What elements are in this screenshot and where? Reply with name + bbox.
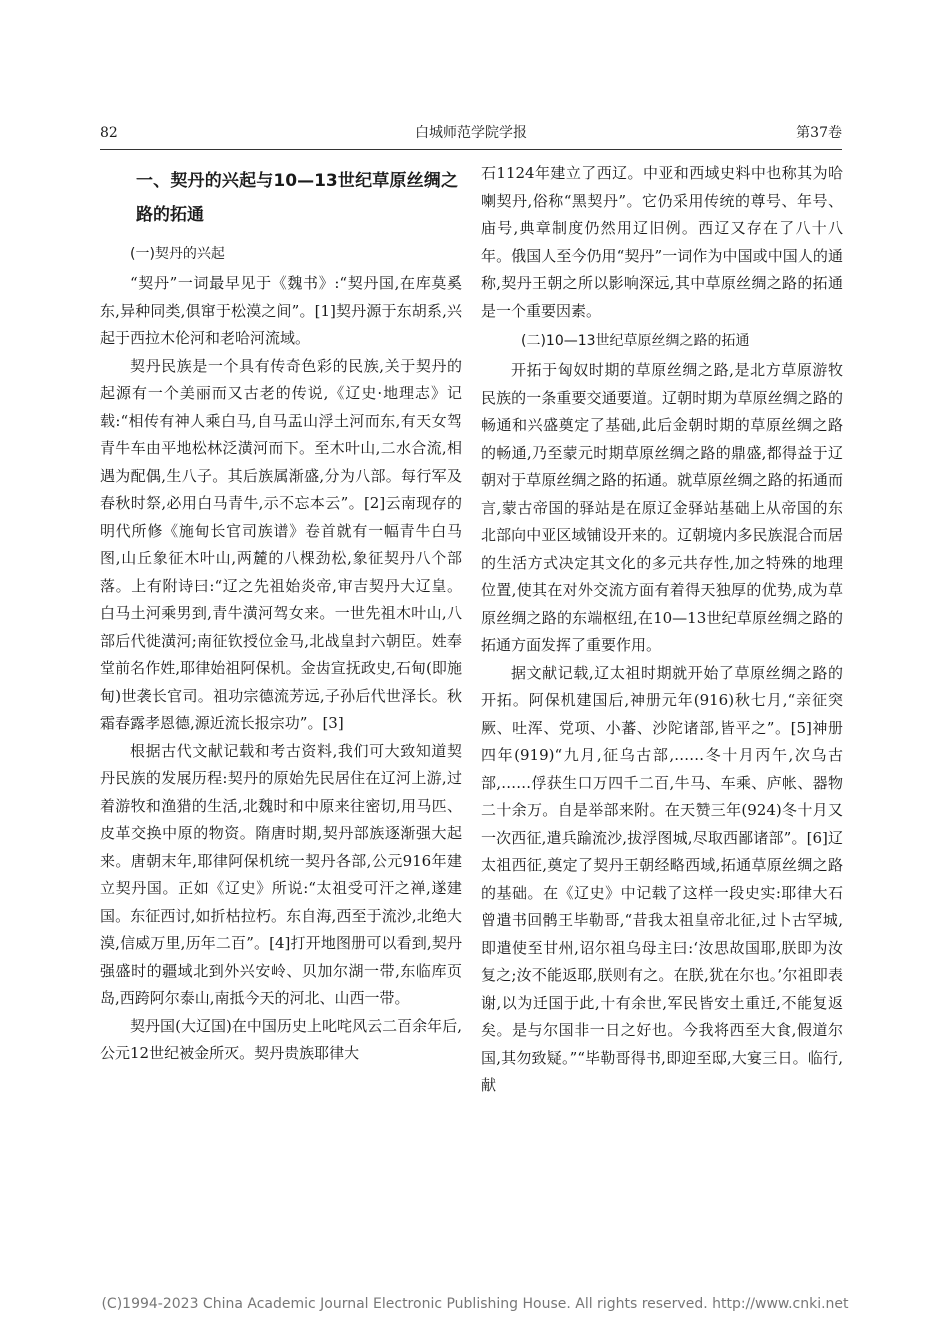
paragraph: 据文献记载,辽太祖时期就开始了草原丝绸之路的开拓。阿保机建国后,神册元年(916)秋七月,“亲征突厥、吐浑、党项、小蕃、沙陀诸部,皆平之”。[5]神册四年(919)“九月,征乌古部,……冬十月丙午,次乌古部,……俘获生口万四千二百,牛马、车乘、庐帐、器物二十余万。自是举部来附。在天赞三年(924)冬十月又一次西征,遣兵踰流沙,拔浮图城,尽取西鄙诸部”。[6]辽太祖西征,奠定了契丹王朝经略西域,拓通草原丝绸之路的基础。在《辽史》中记载了这样一段史实:耶律大石曾遣书回鹘王毕勒哥,“昔我太祖皇帝北征,过卜古罕城,即遣使至甘州,诏尔祖乌母主曰:‘汝思故国耶,朕即为汝复之;汝不能返耶,朕则有之。在朕,犹在尔也。’尔祖即表谢,以为迁国于此,十有余世,军民皆安土重迁,不能复返矣。是与尔国非一日之好也。今我将西至大食,假道尔国,其勿致疑。”“毕勒哥得书,即迎至邸,大宴三日。临行,献 (481, 663, 843, 1094)
paragraph-continuation: 石1124年建立了西辽。中亚和西域史料中也称其为哈喇契丹,俗称“黑契丹”。它仍采用传统的尊号、年号、庙号,典章制度仍然用辽旧例。西辽又存在了八十八年。俄国人至今仍用“契丹”一词作为中国或中国人的通称,契丹王朝之所以影响深远,其中草原丝绸之路的拓通是一个重要因素。 (481, 164, 843, 320)
paragraph: 开拓于匈奴时期的草原丝绸之路,是北方草原游牧民族的一条重要交通要道。辽朝时期为草原丝绸之路的畅通和兴盛奠定了基础,此后金朝时期的草原丝绸之路的畅通,乃至蒙元时期草原丝绸之路的鼎盛,都得益于辽朝对于草原丝绸之路的拓通。就草原丝绸之路的拓通而言,蒙古帝国的驿站是在原辽金驿站基础上从帝国的东北部向中亚区域铺设开来的。辽朝境内多民族混合而居的生活方式决定其文化的多元共存性,加之特殊的地理位置,使其在对外交流方面有着得天独厚的优势,成为草原丝绸之路的东端枢纽,在10—13世纪草原丝绸之路的拓通方面发挥了重要作用。 (481, 361, 843, 654)
volume-label: 第37卷 (796, 125, 842, 141)
section-title: 一、契丹的兴起与10—13世纪草原丝绸之路的拓通 (136, 171, 458, 225)
left-column (100, 160, 462, 1068)
paragraph: “契丹”一词最早见于《魏书》:“契丹国,在库莫奚东,异种同类,俱窜于松漠之间”。[1]契丹源于东胡系,兴起于西拉木伦河和老哈河流域。 (100, 274, 462, 347)
right-column (481, 160, 843, 1100)
copyright-footer: (C)1994-2023 China Academic Journal Electronic Publishing House. All rights reserved. http://www.cnki.net (101, 1296, 849, 1312)
paragraph: 根据古代文献记载和考古资料,我们可大致知道契丹民族的发展历程:契丹的原始先民居住在辽河上游,过着游牧和渔猎的生活,北魏时和中原来往密切,用马匹、皮革交换中原的物资。隋唐时期,契丹部族逐渐强大起来。唐朝末年,耶律阿保机统一契丹各部,公元916年建立契丹国。正如《辽史》所说:“太祖受可汗之禅,遂建国。东征西讨,如折枯拉朽。东自海,西至于流沙,北绝大漠,信威万里,历年二百”。[4]打开地图册可以看到,契丹强盛时的疆域北到外兴安岭、贝加尔湖一带,东临库页岛,西跨阿尔泰山,南抵今天的河北、山西一带。 (100, 741, 462, 1007)
journal-title: 白城师范学院学报 (415, 125, 527, 141)
paragraph: 契丹国(大辽国)在中国历史上叱咤风云二百余年后,公元12世纪被金所灭。契丹贵族耶律大 (100, 1016, 462, 1062)
running-header (100, 120, 842, 146)
subsection-title: (一)契丹的兴起 (130, 246, 225, 262)
subsection-title: (二)10—13世纪草原丝绸之路的拓通 (521, 333, 750, 349)
header-rule (100, 149, 842, 150)
paragraph: 契丹民族是一个具有传奇色彩的民族,关于契丹的起源有一个美丽而又古老的传说,《辽史·地理志》记载:“相传有神人乘白马,自马盂山浮土河而东,有天女驾青牛车由平地松林泛潢河而下。至木叶山,二水合流,相遇为配偶,生八子。其后族属渐盛,分为八部。每行军及春秋时祭,必用白马青牛,示不忘本云”。[2]云南现存的明代所修《施甸长官司族谱》卷首就有一幅青牛白马图,山丘象征木叶山,两麓的八棵劲松,象征契丹八个部落。上有附诗曰:“辽之先祖始炎帝,审吉契丹大辽皇。白马土河乘男到,青牛潢河驾女来。一世先祖木叶山,八部后代徙潢河;南征钦授位金马,北战皇封六朝臣。姓奉堂前名作姓,耶律始祖阿保机。金齿宣抚政史,石甸(即施甸)世袭长官司。祖功宗德流芳远,子孙后代世泽长。秋霜春露孝恩德,源近流长报宗功”。[3] (100, 356, 462, 732)
page-number: 82 (100, 125, 118, 141)
